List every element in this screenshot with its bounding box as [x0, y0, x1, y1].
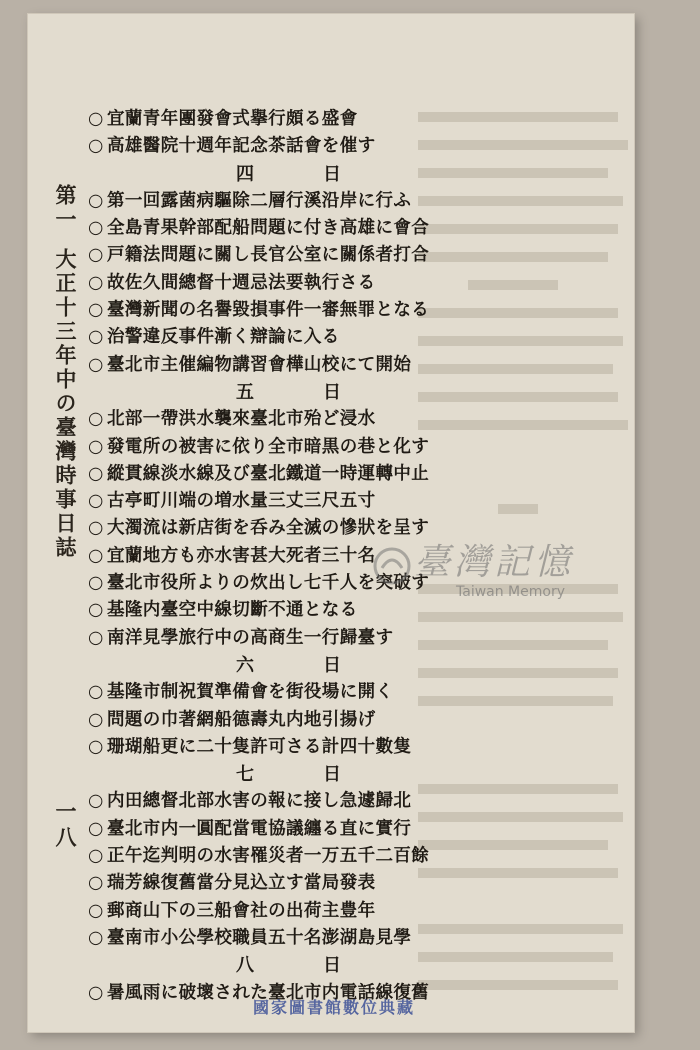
entry-circle-icon: ○ — [88, 136, 104, 157]
entry-circle-icon: ○ — [88, 491, 104, 512]
diary-entry — [88, 461, 428, 488]
entry-circle-icon: ○ — [88, 272, 104, 293]
diary-entry — [88, 270, 428, 297]
entry-text: 瑞芳線復舊當分見込立す當局發表 — [107, 873, 376, 894]
entry-text: 臺北市役所よりの炊出し七千人を突破す — [107, 573, 430, 594]
diary-entry — [88, 679, 428, 706]
entry-text: 臺北市主催編物講習會樺山校にて開始 — [107, 354, 412, 375]
entry-circle-icon: ○ — [88, 245, 104, 266]
watermark-logo-icon — [370, 544, 414, 588]
day-heading — [88, 761, 428, 788]
entry-circle-icon: ○ — [88, 627, 104, 648]
entry-circle-icon: ○ — [88, 327, 104, 348]
book-title: 大正十三年中の臺灣時事日誌 — [53, 248, 78, 560]
diary-entry — [88, 488, 428, 515]
diary-entry — [88, 133, 428, 160]
diary-entry — [88, 352, 428, 379]
watermark-chinese-name: 臺灣記憶 — [414, 542, 575, 583]
entry-circle-icon: ○ — [88, 846, 104, 867]
day-unit: 日 — [323, 955, 341, 977]
entry-text: 正午迄判明の水害罹災者一万五千二百餘 — [107, 846, 430, 867]
entry-circle-icon: ○ — [88, 109, 104, 129]
watermark-english-name: Taiwan Memory — [456, 584, 565, 600]
entry-circle-icon: ○ — [88, 518, 104, 539]
entry-circle-icon: ○ — [88, 818, 104, 839]
entry-text: 問題の巾著網船德壽丸内地引揚げ — [107, 709, 376, 730]
entry-circle-icon: ○ — [88, 736, 104, 757]
diary-entry — [88, 242, 428, 269]
entry-circle-icon: ○ — [88, 409, 104, 430]
entry-circle-icon: ○ — [88, 682, 104, 703]
entry-text: 發電所の被害に依り全市暗黒の巷と化す — [107, 436, 430, 457]
library-footer-watermark: 國家圖書館數位典藏 — [253, 998, 416, 1017]
diary-entry — [88, 734, 428, 761]
day-heading — [88, 652, 428, 679]
diary-entry — [88, 816, 428, 843]
day-heading — [88, 161, 428, 188]
entry-text: 北部一帶洪水襲來臺北市殆ど浸水 — [107, 409, 376, 430]
day-heading — [88, 379, 428, 406]
entry-text: 戸籍法問題に關し長官公室に關係者打合 — [107, 245, 430, 266]
entry-circle-icon: ○ — [88, 573, 104, 594]
day-heading — [88, 952, 428, 979]
entry-circle-icon: ○ — [88, 873, 104, 894]
diary-entry — [88, 625, 428, 652]
day-unit: 日 — [323, 764, 341, 786]
entry-circle-icon: ○ — [88, 436, 104, 457]
entry-text: 高雄醫院十週年記念茶話會を催す — [107, 136, 376, 157]
entry-text: 郵商山下の三船會社の出荷主豊年 — [107, 900, 376, 921]
diary-entry — [88, 434, 428, 461]
entry-text: 全島青果幹部配船問題に付き高雄に會合 — [107, 218, 430, 239]
entry-text: 宜蘭青年團發會式擧行頗る盛會 — [107, 109, 358, 129]
day-number: 七 — [236, 764, 254, 786]
entry-circle-icon: ○ — [88, 463, 104, 484]
entry-text: 宜蘭地方も亦水害甚大死者三十名 — [107, 545, 376, 566]
day-number: 八 — [236, 955, 254, 977]
running-header — [50, 184, 80, 560]
diary-entry — [88, 843, 428, 870]
entry-circle-icon: ○ — [88, 791, 104, 812]
entry-circle-icon: ○ — [88, 300, 104, 321]
diary-entry — [88, 870, 428, 897]
entry-circle-icon: ○ — [88, 982, 104, 1003]
day-number: 五 — [236, 381, 254, 403]
entry-text: 臺南市小公學校職員五十名澎湖島見學 — [107, 927, 412, 948]
book-page — [28, 14, 634, 1032]
entry-circle-icon: ○ — [88, 218, 104, 239]
entry-circle-icon: ○ — [88, 545, 104, 566]
entry-text: 治警違反事件漸く辯論に入る — [107, 327, 340, 348]
entry-text: 縱貫線淡水線及び臺北鐵道一時運轉中止 — [107, 463, 430, 484]
day-unit: 日 — [323, 163, 341, 185]
diary-entry — [88, 297, 428, 324]
entry-circle-icon: ○ — [88, 709, 104, 730]
day-unit: 日 — [323, 654, 341, 676]
diary-entry — [88, 788, 428, 815]
entry-text: 故佐久間總督十週忌法要執行さる — [107, 272, 376, 293]
entry-text: 臺灣新聞の名譽毀損事件一審無罪となる — [107, 300, 430, 321]
chapter-label: 第一 — [53, 184, 78, 232]
diary-entry — [88, 215, 428, 242]
taiwan-memory-watermark — [364, 532, 624, 622]
entry-text: 大濁流は新店街を呑み全滅の慘狀を呈す — [107, 518, 430, 539]
entry-text: 南洋見學旅行中の高商生一行歸臺す — [107, 627, 394, 648]
day-number: 四 — [236, 163, 254, 185]
entry-circle-icon: ○ — [88, 190, 104, 211]
entry-text: 基隆市制祝賀準備會を街役場に開く — [107, 682, 394, 703]
entry-text: 基隆内臺空中線切斷不通となる — [107, 600, 358, 621]
diary-entry — [88, 406, 428, 433]
entry-text: 内田總督北部水害の報に接し急遽歸北 — [107, 791, 412, 812]
entry-text: 第一回露菌病驅除二層行溪沿岸に行ふ — [107, 190, 412, 211]
entry-text: 臺北市内一圓配當電協議纏る直に實行 — [107, 818, 412, 839]
entry-circle-icon: ○ — [88, 900, 104, 921]
entry-text: 珊瑚船更に二十隻許可さる計四十數隻 — [107, 736, 412, 757]
page-number: 一八 — [53, 800, 78, 852]
entry-circle-icon: ○ — [88, 354, 104, 375]
day-unit: 日 — [323, 381, 341, 403]
entry-text: 古亭町川端の増水量三丈三尺五寸 — [107, 491, 376, 512]
diary-entry — [88, 925, 428, 952]
diary-entry — [88, 106, 428, 133]
entry-circle-icon: ○ — [88, 600, 104, 621]
day-number: 六 — [236, 654, 254, 676]
entry-text: 暑風雨に破壞された臺北市内電話線復舊 — [107, 982, 430, 1003]
diary-entry — [88, 324, 428, 351]
diary-entry — [88, 188, 428, 215]
diary-entry — [88, 707, 428, 734]
entry-circle-icon: ○ — [88, 927, 104, 948]
diary-entry — [88, 898, 428, 925]
